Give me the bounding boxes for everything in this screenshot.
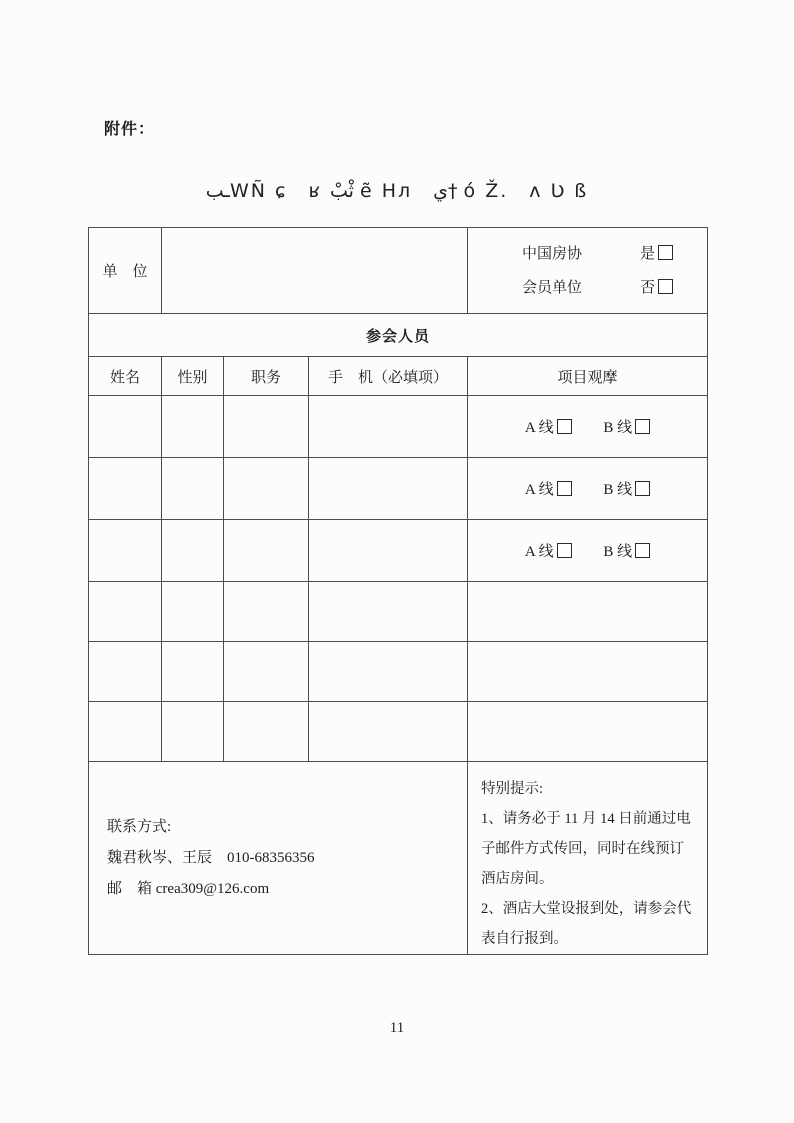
attendee-row-2: [89, 458, 708, 520]
checkbox-line-b-icon: [635, 543, 650, 558]
notes-item-2: 2、酒店大堂设报到处，请参会代表自行报到。: [481, 900, 692, 947]
gender-cell: [162, 396, 224, 458]
gender-cell: [162, 520, 224, 582]
contact-title: 联系方式:: [107, 818, 172, 835]
unit-row: [89, 228, 708, 314]
contact-cell: [89, 762, 468, 955]
attendee-row-5: [89, 642, 708, 702]
footer-row: [89, 762, 708, 955]
checkbox-line-a-icon: [557, 481, 572, 496]
registration-form-table: [88, 227, 708, 955]
notes-title: 特别提示:: [481, 780, 544, 797]
line-a-option: [525, 482, 572, 498]
col-header-name: 姓名: [89, 357, 162, 396]
attachment-label: 附件：: [104, 121, 156, 138]
job-title-cell: [224, 642, 309, 702]
job-title-cell: [224, 702, 309, 762]
column-header-row: [89, 357, 708, 396]
line-b-option: [603, 544, 650, 560]
job-title-cell: [224, 582, 309, 642]
name-cell: [89, 396, 162, 458]
observe-cell: [468, 702, 708, 762]
attendee-row-4: [89, 582, 708, 642]
membership-line-no: [522, 273, 707, 303]
name-cell: [89, 702, 162, 762]
name-cell: [89, 520, 162, 582]
attendee-row-6: [89, 702, 708, 762]
yes-label: 是: [640, 245, 656, 262]
observe-cell: [468, 642, 708, 702]
observe-cell: [468, 396, 708, 458]
mobile-cell: [309, 520, 468, 582]
line-b-label: B 线: [603, 544, 633, 560]
checkbox-yes-icon: [658, 245, 673, 260]
attendee-row-3: [89, 520, 708, 582]
name-cell: [89, 642, 162, 702]
membership-cell: [468, 228, 708, 314]
checkbox-line-a-icon: [557, 543, 572, 558]
page-number: 11: [389, 1020, 405, 1036]
contact-line-email: [107, 874, 467, 905]
unit-input-cell: [162, 228, 468, 314]
job-title-cell: [224, 458, 309, 520]
unit-label-cell: 单 位: [89, 228, 162, 314]
job-title-cell: [224, 520, 309, 582]
mobile-cell: [309, 702, 468, 762]
document-title: ـبWÑ ɕ ʁ ثْبْ ẽ Hᴫ ي† ó Ž. ʌ Ʋ ß: [205, 180, 589, 202]
no-label: 否: [640, 279, 656, 296]
notes-item-1: 1、请务必于 11 月 14 日前通过电子邮件方式传回，同时在线预订酒店房间。: [481, 810, 691, 887]
line-b-option: [603, 482, 650, 498]
line-a-option: [525, 420, 572, 436]
mobile-cell: [309, 458, 468, 520]
gender-cell: [162, 642, 224, 702]
observe-cell: [468, 458, 708, 520]
line-b-option: [603, 420, 650, 436]
membership-option-no: [640, 273, 673, 303]
attendee-row-1: [89, 396, 708, 458]
mobile-cell: [309, 642, 468, 702]
email-value: crea309@126.com: [155, 880, 270, 897]
line-a-label: A 线: [524, 482, 554, 498]
job-title-cell: [224, 396, 309, 458]
line-a-label: A 线: [524, 420, 554, 436]
col-header-mobile: 手 机（必填项）: [309, 357, 468, 396]
mobile-cell: [309, 396, 468, 458]
col-header-gender: 性别: [162, 357, 224, 396]
membership-line-yes: [522, 239, 707, 269]
notes-cell: [468, 762, 708, 955]
col-header-observe: 项目观摩: [468, 357, 708, 396]
gender-cell: [162, 582, 224, 642]
line-a-option: [525, 544, 572, 560]
gender-cell: [162, 458, 224, 520]
gender-cell: [162, 702, 224, 762]
observe-cell: [468, 520, 708, 582]
contact-line-persons-phone: 魏君秋岑、王辰 010-68356356: [107, 849, 315, 866]
membership-label-1: 中国房协: [522, 245, 583, 262]
line-a-label: A 线: [524, 544, 554, 560]
membership-option-yes: [640, 239, 673, 269]
checkbox-line-b-icon: [635, 481, 650, 496]
email-label: 邮 箱: [107, 880, 153, 897]
name-cell: [89, 582, 162, 642]
observe-cell: [468, 582, 708, 642]
checkbox-no-icon: [658, 279, 673, 294]
checkbox-line-b-icon: [635, 419, 650, 434]
mobile-cell: [309, 582, 468, 642]
line-b-label: B 线: [603, 420, 633, 436]
col-header-job-title: 职务: [224, 357, 309, 396]
section-header-row: [89, 314, 708, 357]
checkbox-line-a-icon: [557, 419, 572, 434]
name-cell: [89, 458, 162, 520]
membership-label-2: 会员单位: [522, 279, 583, 296]
line-b-label: B 线: [603, 482, 633, 498]
section-title: 参会人员: [89, 314, 708, 357]
